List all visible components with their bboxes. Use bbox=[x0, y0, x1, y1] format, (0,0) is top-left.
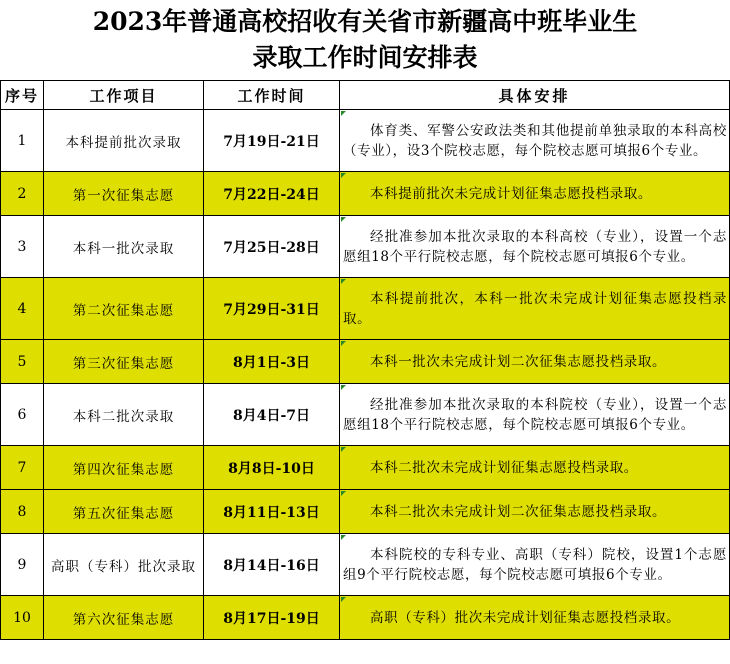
row-time: 7月29日-31日 bbox=[204, 278, 340, 340]
row-time: 8月1日-3日 bbox=[204, 340, 340, 384]
row-plan-text: 本科一批次未完成计划二次征集志愿投档录取。 bbox=[370, 353, 667, 370]
cell-corner-mark-icon bbox=[341, 447, 346, 452]
row-plan-text: 经批准参加本批次录取的本科院校（专业），设置一个志愿组18个平行院校志愿，每个院校志愿可填报6个专业。 bbox=[343, 396, 727, 433]
table-header-row bbox=[1, 81, 730, 110]
document-title bbox=[0, 0, 730, 80]
table-row bbox=[1, 340, 730, 384]
row-item: 本科提前批次录取 bbox=[44, 110, 204, 172]
row-item: 第三次征集志愿 bbox=[44, 340, 204, 384]
table-row bbox=[1, 172, 730, 216]
row-item: 本科二批次录取 bbox=[44, 384, 204, 446]
row-time: 8月8日-10日 bbox=[204, 446, 340, 490]
cell-corner-mark-icon bbox=[341, 341, 346, 346]
header-no: 序号 bbox=[1, 81, 44, 110]
row-plan bbox=[340, 384, 730, 446]
row-plan bbox=[340, 446, 730, 490]
row-item: 第五次征集志愿 bbox=[44, 490, 204, 534]
table-body bbox=[1, 110, 730, 640]
cell-corner-mark-icon bbox=[341, 535, 346, 540]
cell-corner-mark-icon bbox=[341, 385, 346, 390]
row-number: 5 bbox=[1, 340, 44, 384]
row-number: 7 bbox=[1, 446, 44, 490]
row-plan-text: 本科提前批次未完成计划征集志愿投档录取。 bbox=[370, 185, 652, 202]
row-plan-text: 本科二批次未完成计划征集志愿投档录取。 bbox=[370, 459, 638, 476]
schedule-table bbox=[0, 80, 730, 640]
row-number: 4 bbox=[1, 278, 44, 340]
cell-corner-mark-icon bbox=[341, 597, 346, 602]
header-time: 工作时间 bbox=[204, 81, 340, 110]
row-time: 7月22日-24日 bbox=[204, 172, 340, 216]
row-time: 8月14日-16日 bbox=[204, 534, 340, 596]
row-time: 7月25日-28日 bbox=[204, 216, 340, 278]
title-line-2: 录取工作时间安排表 bbox=[252, 43, 478, 72]
row-plan bbox=[340, 534, 730, 596]
cell-corner-mark-icon bbox=[341, 173, 346, 178]
row-item: 第四次征集志愿 bbox=[44, 446, 204, 490]
row-plan-text: 高职（专科）批次未完成计划征集志愿投档录取。 bbox=[370, 609, 681, 626]
row-item: 第六次征集志愿 bbox=[44, 596, 204, 640]
cell-corner-mark-icon bbox=[341, 491, 346, 496]
row-item: 本科一批次录取 bbox=[44, 216, 204, 278]
table-row bbox=[1, 110, 730, 172]
row-plan bbox=[340, 490, 730, 534]
row-plan bbox=[340, 278, 730, 340]
header-plan: 具体安排 bbox=[340, 81, 730, 110]
row-plan-text: 经批准参加本批次录取的本科高校（专业），设置一个志愿组18个平行院校志愿，每个院校志愿可填报6个专业。 bbox=[343, 228, 727, 265]
row-plan bbox=[340, 340, 730, 384]
title-line-1: 2023年普通高校招收有关省市新疆高中班毕业生 bbox=[92, 7, 638, 36]
row-number: 9 bbox=[1, 534, 44, 596]
row-plan-text: 本科二批次未完成计划二次征集志愿投档录取。 bbox=[370, 503, 667, 520]
row-plan-text: 本科提前批次，本科一批次未完成计划征集志愿投档录取。 bbox=[343, 290, 727, 327]
row-plan bbox=[340, 216, 730, 278]
cell-corner-mark-icon bbox=[341, 279, 346, 284]
row-number: 3 bbox=[1, 216, 44, 278]
row-item: 第二次征集志愿 bbox=[44, 278, 204, 340]
cell-corner-mark-icon bbox=[341, 217, 346, 222]
row-plan bbox=[340, 596, 730, 640]
row-number: 6 bbox=[1, 384, 44, 446]
row-time: 8月4日-7日 bbox=[204, 384, 340, 446]
row-number: 8 bbox=[1, 490, 44, 534]
row-time: 8月11日-13日 bbox=[204, 490, 340, 534]
table-row bbox=[1, 446, 730, 490]
header-item: 工作项目 bbox=[44, 81, 204, 110]
row-item: 第一次征集志愿 bbox=[44, 172, 204, 216]
row-plan-text: 体育类、军警公安政法类和其他提前单独录取的本科高校（专业），设3个院校志愿，每个院校志愿可填报6个专业。 bbox=[343, 122, 727, 159]
table-row bbox=[1, 278, 730, 340]
table-row bbox=[1, 534, 730, 596]
table-row bbox=[1, 216, 730, 278]
row-number: 2 bbox=[1, 172, 44, 216]
table-row bbox=[1, 596, 730, 640]
table-row bbox=[1, 384, 730, 446]
row-time: 8月17日-19日 bbox=[204, 596, 340, 640]
row-plan-text: 本科院校的专科专业、高职（专科）院校，设置1个志愿组9个平行院校志愿，每个院校志愿可填报6个专业。 bbox=[343, 546, 727, 583]
row-plan bbox=[340, 172, 730, 216]
row-number: 1 bbox=[1, 110, 44, 172]
row-plan bbox=[340, 110, 730, 172]
cell-corner-mark-icon bbox=[341, 111, 346, 116]
row-item: 高职（专科）批次录取 bbox=[44, 534, 204, 596]
row-time: 7月19日-21日 bbox=[204, 110, 340, 172]
row-number: 10 bbox=[1, 596, 44, 640]
table-row bbox=[1, 490, 730, 534]
